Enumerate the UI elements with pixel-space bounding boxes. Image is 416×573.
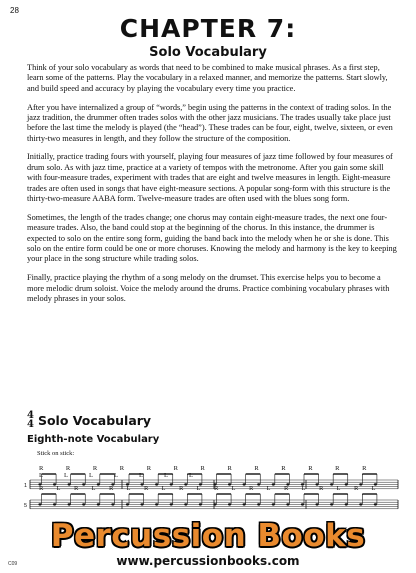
sticking-letter: R (74, 485, 79, 492)
chapter-title: CHAPTER 7: (119, 14, 297, 43)
note-head (111, 503, 114, 505)
sticking-letter: R (362, 465, 367, 472)
note-head (374, 503, 377, 505)
sticking-letter: L (336, 485, 341, 492)
note-head (286, 503, 289, 505)
note-head (155, 483, 158, 485)
sticking-letter: L (161, 485, 166, 492)
note-head (272, 483, 275, 485)
sticking-letter: R (214, 485, 219, 492)
measure-number: 5 (24, 503, 28, 509)
note-head (82, 483, 85, 485)
note-head (228, 503, 231, 505)
note-head (68, 503, 71, 505)
website-url: www.percussionbooks.com (116, 554, 300, 568)
sticking-letter: L (196, 485, 201, 492)
sticking-letter: R (335, 465, 340, 472)
sticking-letter: L (126, 485, 131, 492)
note-head (184, 483, 187, 485)
paragraph: After you have internalized a group of “words,” begin using the patterns in the context of trading solos. In the jazz tradition, the drummer often trades solos with the other jazz musicians. The trades usually take place just before the last time the melody is played (the “head”). These trades can be four, eight, twelve, sixteen, or even thirty-two measures in length, and they follow the structure of the composition. (27, 102, 393, 143)
sticking-letter: L (371, 485, 376, 492)
paragraph: Think of your solo vocabulary as words that need to be combined to make musical phrases. As a first step, learn some of the patterns. Play the vocabulary in a relaxed manner, and memorize the patterns. Start slowly, and build speed and accuracy by playing the vocabulary every time you practice. (27, 63, 388, 93)
sticking-letter: R (254, 465, 259, 472)
paragraph: Initially, practice trading fours with yourself, playing four measures of jazz time followed by four measures of drum solo. As with jazz time, practice at a variety of tempos with the metronome. After you gain some skill with four-measure trades, experiment with trades that are eight and twelve measures in length. Eight-measure trades are often used in songs that have eight-measure sections. A popular song-form with this structure is the thirty-two-measure AABA form. Twelve-measure trades are often used with the blues song form. (27, 152, 393, 204)
note-head (301, 503, 304, 505)
page-number: 28 (10, 6, 19, 15)
note-head (272, 503, 275, 505)
sticking-letter: R (109, 485, 114, 492)
note-head (38, 503, 41, 505)
time-sig-top: 4 (27, 410, 34, 421)
sticking-letter: R (284, 485, 289, 492)
sticking-letter: L (164, 472, 168, 479)
note-head (97, 483, 100, 485)
sticking-letter: L (114, 472, 118, 479)
note-head (330, 483, 333, 485)
measure-number: 1 (24, 483, 28, 489)
note-head (315, 503, 318, 505)
note-head (257, 503, 260, 505)
sticking-letter: R (179, 485, 184, 492)
sticking-letter: R (39, 485, 44, 492)
sticking-letter: R (144, 485, 149, 492)
note-head (184, 503, 187, 505)
note-head (53, 503, 56, 505)
sticking-letter: R (65, 465, 71, 472)
sticking-letter: R (173, 465, 178, 472)
note-head (243, 503, 246, 505)
section-title: Solo Vocabulary (37, 412, 152, 428)
sticking-letter: L (301, 485, 306, 492)
note-head (155, 503, 158, 505)
sticking-letter: R (354, 485, 359, 492)
note-head (170, 503, 173, 505)
note-head (243, 483, 246, 485)
sticking-letter: L (64, 472, 68, 479)
sticking-letter: R (308, 465, 313, 472)
note-head (359, 483, 362, 485)
sticking-letter: R (319, 485, 324, 492)
note-head (213, 503, 216, 505)
paragraph: Finally, practice playing the rhythm of a song melody on the drumset. This exercise helps you to become a more melodic drum soloist. Voice the melody around the drums. Practice combining vocabulary phrases with melody phrases in your solos. (27, 273, 390, 303)
corner-mark: C09 (8, 561, 18, 567)
time-sig-bottom: 4 (27, 419, 34, 430)
sticking-letter: R (281, 465, 286, 472)
note-head (257, 483, 260, 485)
sticking-letter: R (92, 465, 98, 472)
sticking-letter: R (146, 465, 152, 472)
note-head (82, 503, 85, 505)
sticking-letter: L (139, 472, 143, 479)
sticking-letter: R (249, 485, 254, 492)
sticking-letter: L (56, 485, 61, 492)
note-head (126, 503, 129, 505)
note-head (330, 503, 333, 505)
sticking-letter: L (189, 472, 193, 479)
sticking-letter: L (91, 485, 96, 492)
note-head (68, 483, 71, 485)
subsection-title: Eighth-note Vocabulary (27, 434, 160, 445)
sticking-letter: R (39, 465, 44, 472)
note-head (359, 503, 362, 505)
chapter-subtitle: Solo Vocabulary (149, 45, 267, 60)
note-head (345, 503, 348, 505)
sticking-letter: L (89, 472, 93, 479)
brand-logo-text: Percussion Books (50, 518, 366, 554)
sticking-letter: L (266, 485, 271, 492)
note-head (170, 483, 173, 485)
note-head (345, 483, 348, 485)
note-head (199, 503, 202, 505)
sticking-letter: R (200, 465, 205, 472)
note-head (140, 503, 143, 505)
sticking-letter: L (231, 485, 236, 492)
sticking-letter: L (39, 472, 43, 479)
paragraph: Sometimes, the length of the trades change; one chorus may contain eight-measure trades, the next one four-measure trades. Also, the band could stop at the beginning of the chorus. In this instance, the drummer is expected to solo on the entire song form, guiding the band back into the melody when he or she is done. This solo on the entire form could be one or more choruses. Knowing the melody and harmony is the key to keeping your place in the song structure while trading solos. (27, 212, 397, 264)
sticking-letter: R (227, 465, 232, 472)
sticking-letter: R (119, 465, 125, 472)
stick-label: Stick on stick: (37, 450, 75, 457)
note-head (97, 503, 100, 505)
